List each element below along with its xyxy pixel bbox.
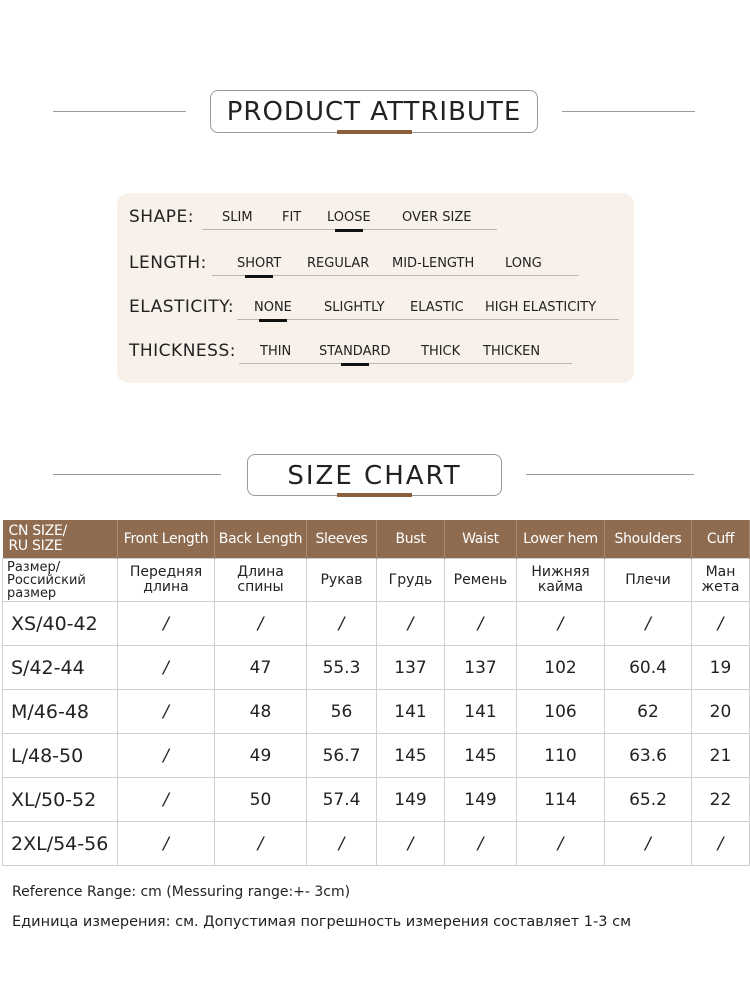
attribute-option: MID-LENGTH — [392, 256, 475, 271]
divider-left-size — [53, 474, 221, 475]
header-en-cell: Lower hem — [517, 520, 605, 559]
header-en-cell: Bust — [377, 520, 445, 559]
attribute-underline — [239, 363, 572, 364]
ru-header-cell: Плечи — [605, 559, 692, 602]
measurement-cell: / — [445, 822, 517, 866]
attribute-label: LENGTH: — [129, 253, 207, 273]
measurement-cell: 47 — [215, 646, 307, 690]
measurement-cell: / — [517, 602, 605, 646]
measurement-cell: 137 — [445, 646, 517, 690]
table-row — [3, 690, 750, 734]
size-label-cell: S/42-44 — [3, 646, 118, 690]
measurement-cell: 21 — [692, 734, 750, 778]
measurement-cell: / — [118, 778, 215, 822]
header-en-cell: Back Length — [215, 520, 307, 559]
size-label-cell: M/46-48 — [3, 690, 118, 734]
measurement-cell: / — [692, 602, 750, 646]
table-ru-header-row — [3, 559, 750, 602]
measurement-cell: 57.4 — [307, 778, 377, 822]
measurement-cell: / — [215, 822, 307, 866]
measurement-cell: 20 — [692, 690, 750, 734]
measurement-cell: 141 — [445, 690, 517, 734]
measurement-cell: 137 — [377, 646, 445, 690]
divider-right-size — [526, 474, 694, 475]
size-chart-table — [2, 520, 750, 866]
divider-left-attr — [53, 111, 186, 112]
measurement-cell: / — [307, 602, 377, 646]
attribute-option: LONG — [505, 256, 542, 271]
measurement-cell: 110 — [517, 734, 605, 778]
attribute-row — [117, 251, 634, 291]
attribute-underline — [237, 319, 619, 320]
measurement-cell: / — [118, 646, 215, 690]
measurement-cell: 22 — [692, 778, 750, 822]
header-cn-ru-size: CN SIZE/ RU SIZE — [3, 520, 118, 559]
divider-right-attr — [562, 111, 695, 112]
measurement-cell: / — [215, 602, 307, 646]
attribute-title-accent — [337, 130, 412, 134]
ru-header-cell: Рукав — [307, 559, 377, 602]
attribute-label: ELASTICITY: — [129, 297, 235, 317]
header-en-cell: Front Length — [118, 520, 215, 559]
measurement-cell: / — [118, 690, 215, 734]
attribute-option-selected: LOOSE — [327, 210, 371, 225]
ru-header-cell: Ремень — [445, 559, 517, 602]
attribute-title-box — [210, 90, 538, 133]
header-en-cell: Cuff — [692, 520, 750, 559]
attribute-option-selected: STANDARD — [319, 344, 391, 359]
footnote-ru: Единица измерения: см. Допустимая погрешность измерения составляет 1-3 см — [12, 914, 632, 930]
measurement-cell: 62 — [605, 690, 692, 734]
ru-header-cell: Передняя длина — [118, 559, 215, 602]
measurement-cell: / — [517, 822, 605, 866]
measurement-cell: 50 — [215, 778, 307, 822]
measurement-cell: 149 — [445, 778, 517, 822]
measurement-cell: / — [605, 822, 692, 866]
measurement-cell: / — [377, 602, 445, 646]
ru-size-header: Размер/ Российский размер — [3, 559, 118, 602]
measurement-cell: / — [307, 822, 377, 866]
attribute-panel — [117, 193, 634, 383]
measurement-cell: / — [118, 602, 215, 646]
measurement-cell: 19 — [692, 646, 750, 690]
measurement-cell: / — [118, 734, 215, 778]
header-en-cell: Sleeves — [307, 520, 377, 559]
attribute-option: SLIM — [222, 210, 253, 225]
attribute-option: SLIGHTLY — [324, 300, 385, 315]
table-row — [3, 646, 750, 690]
measurement-cell: 65.2 — [605, 778, 692, 822]
attribute-row — [117, 295, 634, 335]
attribute-label: THICKNESS: — [129, 341, 236, 361]
size-title-accent — [337, 493, 412, 497]
table-row — [3, 602, 750, 646]
measurement-cell: 106 — [517, 690, 605, 734]
attribute-option-selected: SHORT — [237, 256, 282, 271]
footnote-en: Reference Range: cm (Messuring range:+- 3cm) — [12, 884, 351, 900]
size-label-cell: XS/40-42 — [3, 602, 118, 646]
measurement-cell: 55.3 — [307, 646, 377, 690]
measurement-cell: 141 — [377, 690, 445, 734]
attribute-title: PRODUCT ATTRIBUTE — [226, 97, 522, 127]
size-label-cell: L/48-50 — [3, 734, 118, 778]
ru-header-cell: Длина спины — [215, 559, 307, 602]
ru-header-cell: Нижняя кайма — [517, 559, 605, 602]
attribute-option: THIN — [260, 344, 292, 359]
attribute-option: REGULAR — [307, 256, 370, 271]
size-title: SIZE CHART — [287, 461, 462, 491]
table-row — [3, 822, 750, 866]
attribute-label: SHAPE: — [129, 207, 194, 227]
table-row — [3, 778, 750, 822]
measurement-cell: 102 — [517, 646, 605, 690]
header-en-cell: Shoulders — [605, 520, 692, 559]
size-label-cell: 2XL/54-56 — [3, 822, 118, 866]
measurement-cell: 56 — [307, 690, 377, 734]
measurement-cell: 60.4 — [605, 646, 692, 690]
attribute-row — [117, 205, 634, 245]
attribute-row — [117, 339, 634, 379]
measurement-cell: 149 — [377, 778, 445, 822]
measurement-cell: 56.7 — [307, 734, 377, 778]
measurement-cell: / — [118, 822, 215, 866]
attribute-option: HIGH ELASTICITY — [485, 300, 597, 315]
measurement-cell: 49 — [215, 734, 307, 778]
attribute-option: FIT — [282, 210, 302, 225]
attribute-option: ELASTIC — [410, 300, 464, 315]
measurement-cell: / — [692, 822, 750, 866]
attribute-option: THICK — [421, 344, 461, 359]
measurement-cell: / — [377, 822, 445, 866]
measurement-cell: 145 — [377, 734, 445, 778]
measurement-cell: / — [445, 602, 517, 646]
measurement-cell: 63.6 — [605, 734, 692, 778]
ru-header-cell: Ман жета — [692, 559, 750, 602]
ru-header-cell: Грудь — [377, 559, 445, 602]
table-row — [3, 734, 750, 778]
measurement-cell: 48 — [215, 690, 307, 734]
attribute-option: THICKEN — [483, 344, 541, 359]
header-en-cell: Waist — [445, 520, 517, 559]
size-title-box — [247, 454, 502, 496]
attribute-option: OVER SIZE — [402, 210, 472, 225]
measurement-cell: 145 — [445, 734, 517, 778]
attribute-option-selected: NONE — [254, 300, 292, 315]
size-label-cell: XL/50-52 — [3, 778, 118, 822]
measurement-cell: / — [605, 602, 692, 646]
table-header-row — [3, 520, 750, 559]
measurement-cell: 114 — [517, 778, 605, 822]
